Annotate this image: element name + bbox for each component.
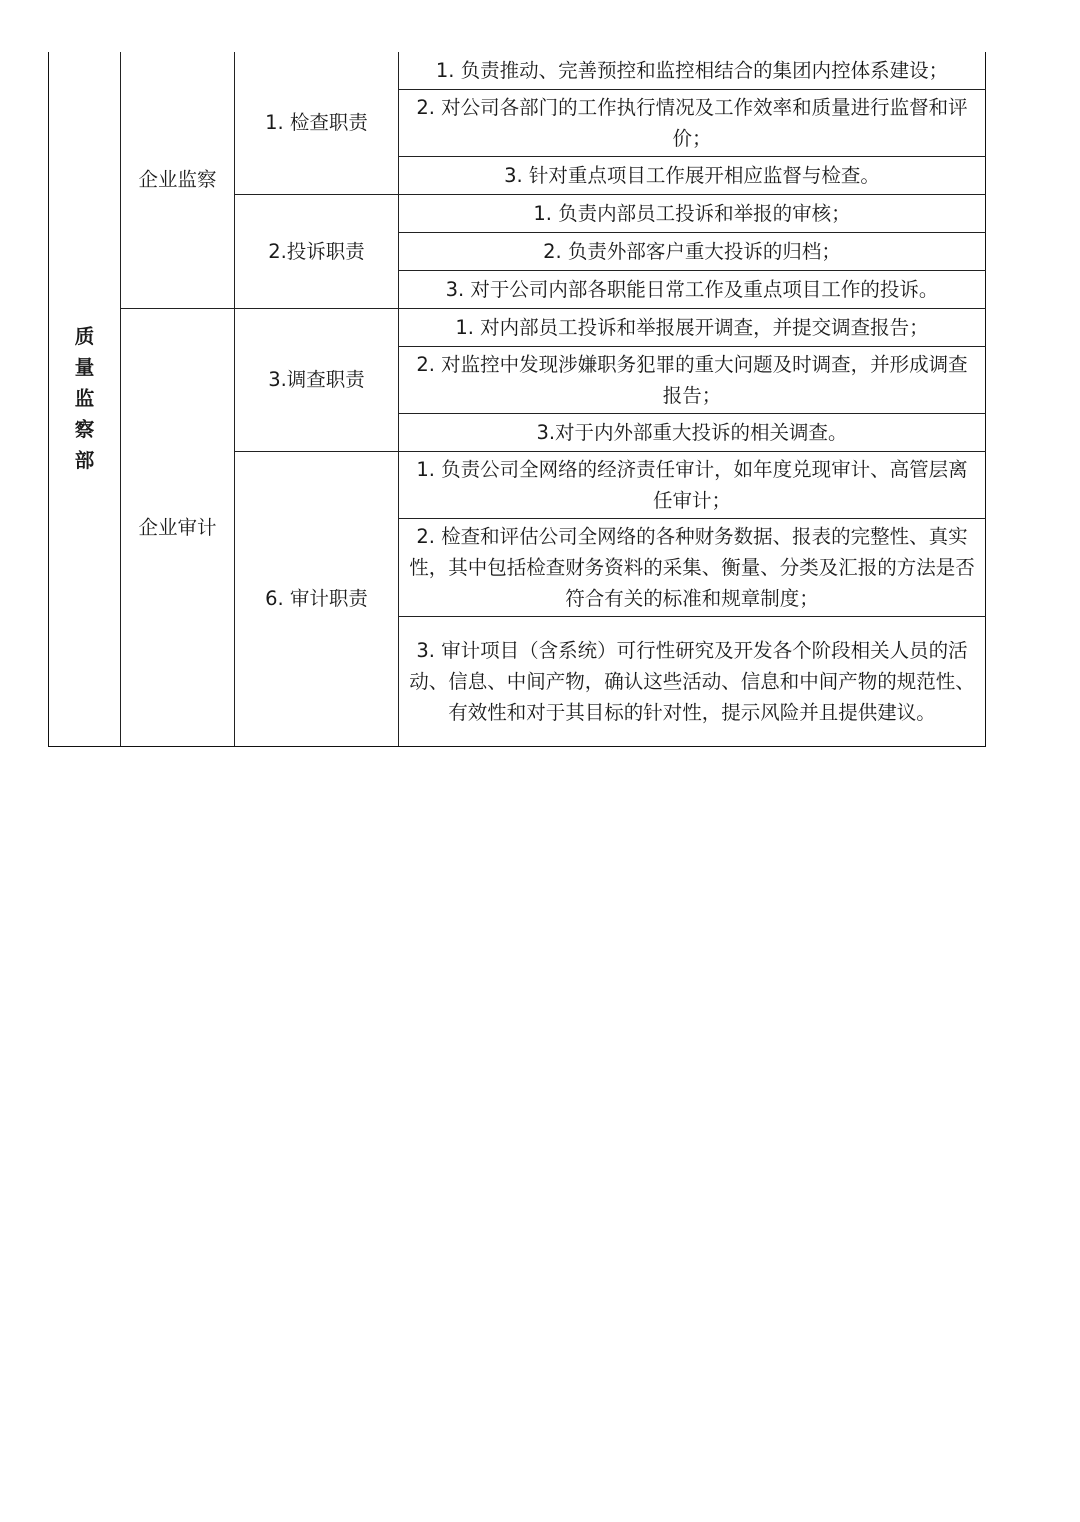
duty-item: 2. 对公司各部门的工作执行情况及工作效率和质量进行监督和评价；: [399, 89, 986, 156]
duty-item: 2. 负责外部客户重大投诉的归档；: [399, 232, 986, 270]
duty-item: 3.对于内外部重大投诉的相关调查。: [399, 413, 986, 451]
document-page: [48, 52, 985, 747]
department-char: 部: [74, 449, 95, 473]
duty-cell: 2.投诉职责: [235, 194, 399, 308]
duty-item: 2. 检查和评估公司全网络的各种财务数据、报表的完整性、真实性，其中包括检查财务资料的采集、衡量、分类及汇报的方法是否符合有关的标准和规章制度；: [399, 518, 986, 616]
department-char: 质: [74, 325, 95, 349]
duty-item: 3. 对于公司内部各职能日常工作及重点项目工作的投诉。: [399, 270, 986, 308]
duty-cell: 1. 检查职责: [235, 52, 399, 194]
function-cell: 企业监察: [121, 52, 235, 308]
department-char: 察: [74, 418, 95, 442]
duty-item: 1. 负责内部员工投诉和举报的审核；: [399, 194, 986, 232]
duty-item: 1. 对内部员工投诉和举报展开调查，并提交调查报告；: [399, 308, 986, 346]
department-char: 监: [74, 387, 95, 411]
department-cell: [49, 52, 121, 746]
department-char: 量: [74, 356, 95, 380]
duty-cell: 3.调查职责: [235, 308, 399, 451]
duty-item: 3. 审计项目（含系统）可行性研究及开发各个阶段相关人员的活动、信息、中间产物，确认这些活动、信息和中间产物的规范性、有效性和对于其目标的针对性，提示风险并且提供建议。: [399, 616, 986, 746]
duty-item: 1. 负责推动、完善预控和监控相结合的集团内控体系建设；: [399, 52, 986, 89]
duty-item: 2. 对监控中发现涉嫌职务犯罪的重大问题及时调查，并形成调查报告；: [399, 346, 986, 413]
duty-table: [48, 52, 986, 747]
function-cell: 企业审计: [121, 308, 235, 746]
duty-item: 3. 针对重点项目工作展开相应监督与检查。: [399, 156, 986, 194]
duty-item: 1. 负责公司全网络的经济责任审计，如年度兑现审计、高管层离任审计；: [399, 451, 986, 518]
duty-cell: 6. 审计职责: [235, 451, 399, 746]
